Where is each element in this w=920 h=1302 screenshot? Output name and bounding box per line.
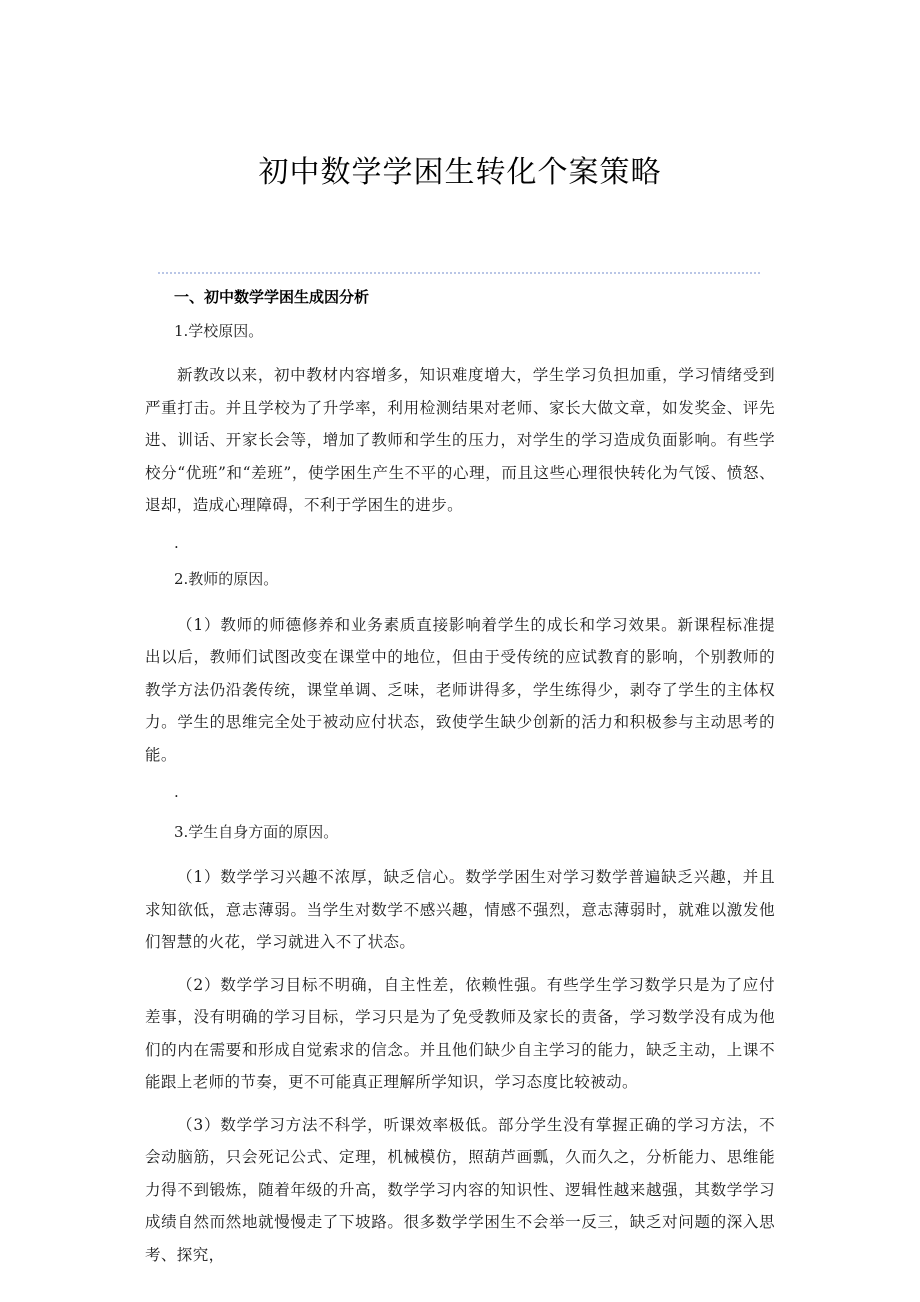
title-separator — [158, 272, 760, 274]
paragraph-student-interest: （1）数学学习兴趣不浓厚，缺乏信心。数学学困生对学习数学普遍缺乏兴趣，并且求知欲低，意志薄弱。当学生对数学不感兴趣，情感不强烈，意志薄弱时，就难以激发他们智慧的火花，学习就进入不了状态。 — [145, 868, 775, 951]
document-body — [145, 284, 775, 1271]
paragraph-school-reasons: 新教改以来，初中教材内容增多，知识难度增大，学生学习负担加重，学习情绪受到严重打击。并且学校为了升学率，利用检测结果对老师、家长大做文章，如发奖金、评先进、训话、开家长会等，增加了教师和学生的压力，对学生的学习造成负面影响。有些学校分“优班”和“差班”，使学困生产生不平的心理，而且这些心理很快转化为气馁、愤怒、退却，造成心理障碍，不利于学困生的进步。 — [145, 366, 775, 514]
separator-dot: . — [174, 783, 179, 801]
paragraph-student-goals: （2）数学学习目标不明确，自主性差，依赖性强。有些学生学习数学只是为了应付差事，没有明确的学习目标，学习只是为了免受教师及家长的责备，学习数学没有成为他们的内在需要和形成自觉索求的信念。并且他们缺少自主学习的能力，缺乏主动，上课不能跟上老师的节奏，更不可能真正理解所学知识，学习态度比较被动。 — [145, 975, 775, 1091]
document-title: 初中数学学困生转化个案策略 — [258, 155, 662, 190]
subsection-label-school: 1.学校原因。 — [174, 322, 264, 340]
paragraph-student-methods: （3）数学学习方法不科学，听课效率极低。部分学生没有掌握正确的学习方法，不会动脑筋，只会死记公式、定理，机械模仿，照葫芦画瓢，久而久之，分析能力、思维能力得不到锻炼，随着年级的升高，数学学习内容的知识性、逻辑性越来越强，其数学学习成绩自然而然地就慢慢走了下坡路。很多数学学困生不会举一反三，缺乏对问题的深入思考、探究， — [145, 1115, 775, 1264]
separator-dot: . — [174, 533, 179, 552]
subsection-label-student: 3.学生自身方面的原因。 — [174, 823, 339, 841]
paragraph-teacher-reasons: （1）教师的师德修养和业务素质直接影响着学生的成长和学习效果。新课程标准提出以后，教师们试图改变在课堂中的地位，但由于受传统的应试教育的影响，个别教师的教学方法仍沿袭传统，课堂单调、乏味，老师讲得多，学生练得少，剥夺了学生的主体权力。学生的思维完全处于被动应付状态，致使学生缺少创新的活力和积极参与主动思考的能。 — [145, 615, 775, 764]
section-heading: 一、初中数学学困生成因分析 — [174, 288, 370, 306]
subsection-label-teacher: 2.教师的原因。 — [174, 569, 279, 588]
